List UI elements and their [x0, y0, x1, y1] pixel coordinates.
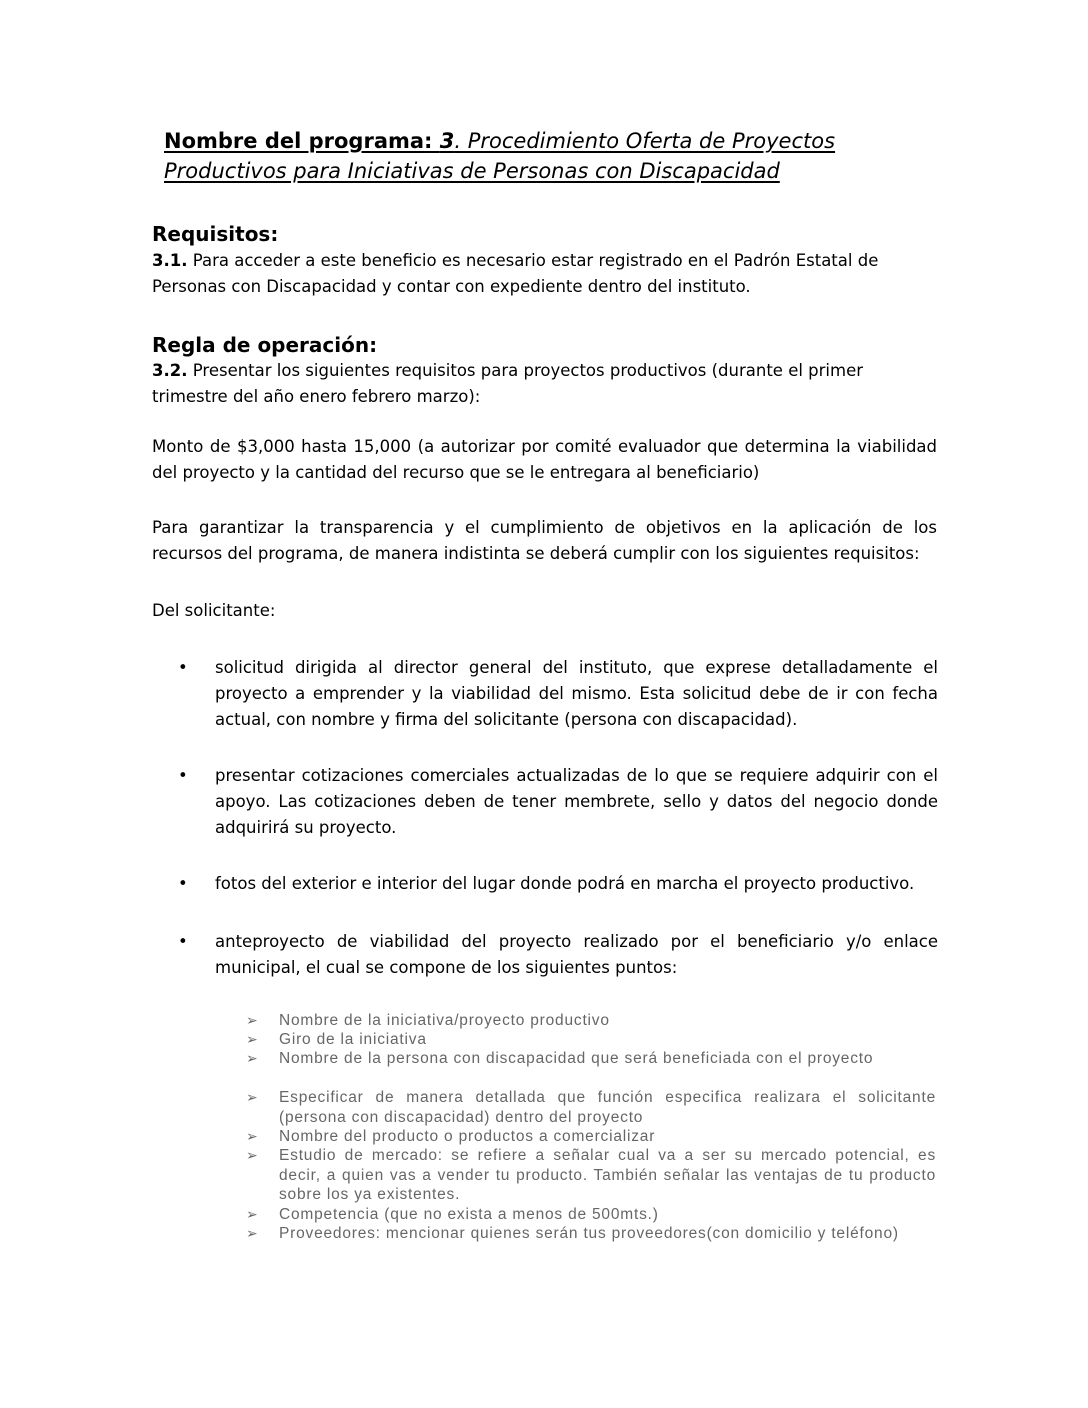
- bullet-text: solicitud dirigida al director general del instituto, que exprese detalladamente el proyecto a emprender y la viabilidad del mismo. Esta solicitud debe de ir con fecha actual, con nombre y firma del solicitante (persona con discapacidad).: [215, 658, 938, 729]
- arrow-bullet-icon: ➢: [246, 1147, 259, 1163]
- requisitos-paragraph: [152, 248, 937, 300]
- arrow-bullet-icon: ➢: [246, 1050, 259, 1066]
- del-solicitante-label: Del solicitante:: [152, 601, 276, 620]
- title-colon: :: [424, 129, 440, 153]
- regla-heading: Regla de operación:: [152, 333, 378, 357]
- title-text: . Procedimiento Oferta de Proyectos Productivos para Iniciativas de Personas con Discapacidad: [164, 129, 836, 183]
- list-item: [178, 929, 938, 981]
- bullet-icon: •: [178, 766, 188, 785]
- sub-list-item: [246, 1224, 936, 1244]
- sub-list-item: [246, 1049, 936, 1069]
- requisitos-text: Para acceder a este beneficio es necesario estar registrado en el Padrón Estatal de Personas con Discapacidad y contar con expediente dentro del instituto.: [152, 251, 879, 296]
- regla-number: 3.2.: [152, 361, 188, 380]
- sub-item-text: Estudio de mercado: se refiere a señalar cual va a ser su mercado potencial, es decir, a quien vas a vender tu producto. También señalar las ventajas de tu producto sobre los ya existentes.: [279, 1147, 936, 1203]
- sub-item-text: Especificar de manera detallada que función especifica realizara el solicitante (persona con discapacidad) dentro del proyecto: [279, 1089, 936, 1126]
- monto-paragraph: Monto de $3,000 hasta 15,000 (a autorizar por comité evaluador que determina la viabilidad del proyecto y la cantidad del recurso que se le entregara al beneficiario): [152, 437, 937, 482]
- arrow-bullet-icon: ➢: [246, 1206, 259, 1222]
- bullet-icon: •: [178, 658, 188, 677]
- sub-list-item: [246, 1146, 936, 1205]
- arrow-bullet-icon: ➢: [246, 1225, 259, 1241]
- regla-text: Presentar los siguientes requisitos para proyectos productivos (durante el primer trimestre del año enero febrero marzo):: [152, 361, 864, 406]
- sub-item-text: Giro de la iniciativa: [279, 1031, 427, 1048]
- sub-item-text: Nombre de la iniciativa/proyecto productivo: [279, 1012, 610, 1029]
- arrow-bullet-icon: ➢: [246, 1128, 259, 1144]
- sub-item-text: Nombre de la persona con discapacidad que será beneficiada con el proyecto: [279, 1050, 874, 1067]
- list-item: [178, 763, 938, 841]
- bullet-icon: •: [178, 932, 188, 951]
- arrow-bullet-icon: ➢: [246, 1012, 259, 1028]
- sub-list-item: [246, 1127, 936, 1147]
- list-item: [178, 655, 938, 733]
- sub-list-item: [246, 1088, 936, 1127]
- arrow-bullet-icon: ➢: [246, 1031, 259, 1047]
- sub-list-item: [246, 1011, 936, 1031]
- regla-paragraph: [152, 358, 937, 410]
- bullet-text: anteproyecto de viabilidad del proyecto realizado por el beneficiario y/o enlace municipal, el cual se compone de los siguientes puntos:: [215, 932, 938, 977]
- sub-list-item: [246, 1030, 936, 1050]
- transparencia-paragraph: Para garantizar la transparencia y el cumplimiento de objetivos en la aplicación de los recursos del programa, de manera indistinta se deberá cumplir con los siguientes requisitos:: [152, 518, 937, 563]
- title-number: 3: [439, 129, 455, 153]
- sub-item-text: Nombre del producto o productos a comercializar: [279, 1128, 656, 1145]
- bullet-text: presentar cotizaciones comerciales actualizadas de lo que se requiere adquirir con el apoyo. Las cotizaciones deben de tener membrete, sello y datos del negocio donde adquirirá su proyecto.: [215, 766, 938, 837]
- requisitos-number: 3.1.: [152, 251, 188, 270]
- sub-item-text: Proveedores: mencionar quienes serán tus proveedores(con domicilio y teléfono): [279, 1225, 899, 1242]
- sub-list-item: [246, 1205, 936, 1225]
- bullet-icon: •: [178, 874, 188, 893]
- arrow-bullet-icon: ➢: [246, 1089, 259, 1105]
- program-title: [164, 126, 924, 186]
- list-item: [178, 871, 938, 897]
- title-label: Nombre del programa: [164, 129, 425, 153]
- sub-item-text: Competencia (que no exista a menos de 500mts.): [279, 1206, 659, 1223]
- bullet-text: fotos del exterior e interior del lugar donde podrá en marcha el proyecto productivo.: [215, 874, 915, 893]
- requisitos-heading: Requisitos:: [152, 222, 279, 246]
